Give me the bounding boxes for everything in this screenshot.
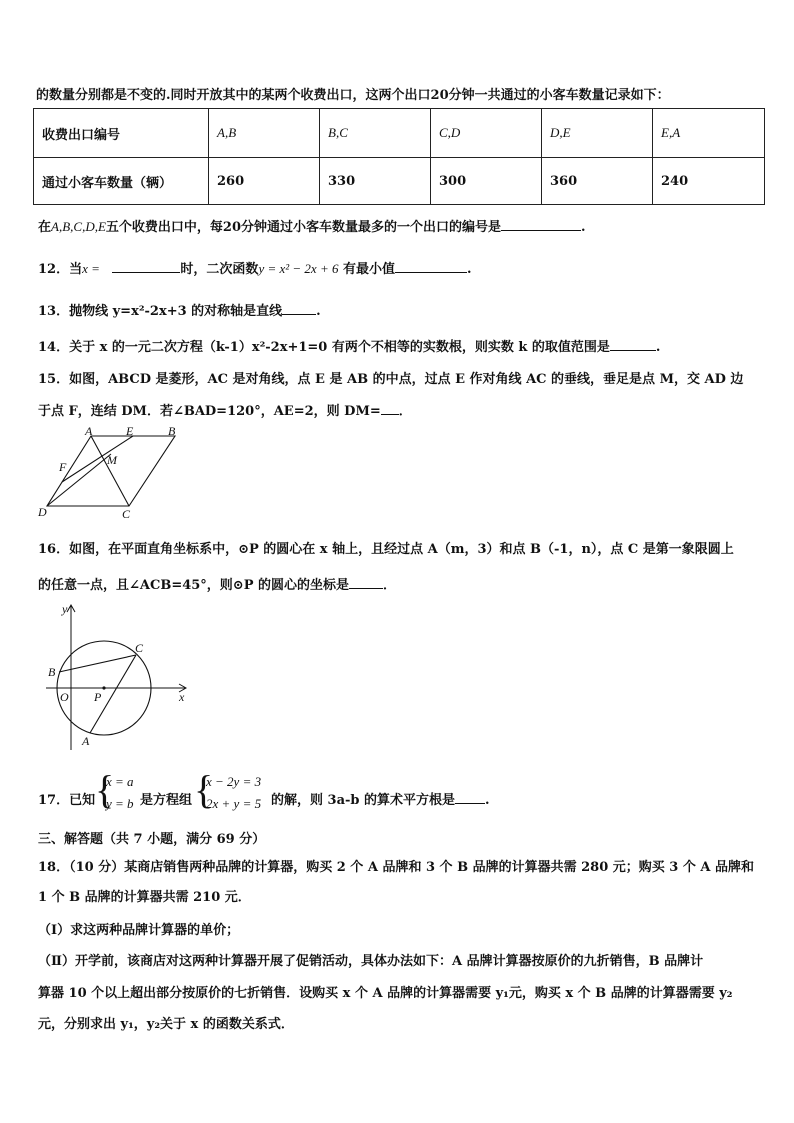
q18-part1: （Ⅰ）求这两种品牌计算器的单价； bbox=[38, 923, 240, 938]
table-cell-code: B,C bbox=[320, 109, 431, 158]
table-row bbox=[34, 109, 765, 158]
q11-prefix: 在 bbox=[38, 220, 52, 235]
q14-text: 14．关于 x 的一元二次方程（k-1）x²-2x+1=0 有两个不相等的实数根，则实数 k 的取值范围是 bbox=[38, 340, 610, 355]
q18-line5: 元，分别求出 y₁，y₂关于 x 的函数关系式． bbox=[38, 1017, 294, 1032]
answer-blank bbox=[349, 576, 383, 589]
question-14 bbox=[38, 336, 660, 355]
q12-var: x = bbox=[82, 261, 100, 276]
segment-dm bbox=[47, 454, 111, 506]
table-cell-count: 360 bbox=[542, 158, 653, 205]
q12-num: 12．当 bbox=[38, 262, 83, 277]
sys2-eq-a: x − 2y = 3 bbox=[206, 774, 262, 789]
table-cell-code: E,A bbox=[653, 109, 765, 158]
label-f: F bbox=[59, 460, 67, 474]
table-row-label: 通过小客车数量（辆） bbox=[34, 158, 209, 205]
q11-text: 五个收费出口中，每20分钟通过小客车数量最多的一个出口的编号是 bbox=[105, 220, 501, 235]
q11-letters: A,B,C,D,E bbox=[51, 219, 106, 234]
toll-exit-table bbox=[33, 108, 765, 205]
q18-line4: 算器 10 个以上超出部分按原价的七折销售．设购买 x 个 A 品牌的计算器需要 y₁元，购买 x 个 B 品牌的计算器需要 y₂ bbox=[38, 986, 733, 1001]
table-header-label: 收费出口编号 bbox=[34, 109, 209, 158]
table-cell-code: D,E bbox=[542, 109, 653, 158]
label-a: A bbox=[82, 734, 90, 748]
center-point bbox=[102, 686, 105, 689]
q16-text: 的任意一点，且∠ACB=45°，则⊙P 的圆心的坐标是 bbox=[38, 578, 349, 593]
table-cell-count: 330 bbox=[320, 158, 431, 205]
label-c: C bbox=[135, 641, 144, 655]
brace-left-1: { bbox=[95, 767, 115, 812]
answer-blank bbox=[395, 260, 467, 273]
question-12 bbox=[38, 258, 472, 277]
q11-tail bbox=[38, 216, 586, 235]
label-y: y bbox=[62, 602, 68, 616]
table-cell-count: 300 bbox=[431, 158, 542, 205]
q17-prefix: 17．已知 bbox=[38, 793, 96, 808]
q14-end: . bbox=[655, 340, 661, 355]
sys1-eq-b: y = b bbox=[106, 796, 134, 811]
diagonal-ac bbox=[91, 436, 129, 506]
q15-end: ． bbox=[398, 404, 412, 419]
label-p: P bbox=[94, 690, 102, 704]
table-cell-count: 260 bbox=[209, 158, 320, 205]
q17-end: . bbox=[485, 793, 490, 808]
answer-blank bbox=[610, 338, 656, 351]
label-x: x bbox=[179, 690, 185, 704]
circle-coordinate-figure bbox=[36, 600, 192, 756]
q13-text: 13．抛物线 y=x²-2x+3 的对称轴是直线 bbox=[38, 304, 283, 319]
q15-text: 于点 F，连结 DM．若∠BAD=120°，AE=2，则 DM= bbox=[38, 404, 381, 419]
q16-line1: 16．如图，在平面直角坐标系中，⊙P 的圆心在 x 轴上，且经过点 A（m，3）和点 B（-1，n），点 C 是第一象限圆上 bbox=[38, 542, 734, 557]
segment-ef bbox=[62, 436, 133, 482]
q18-line2: 1 个 B 品牌的计算器共需 210 元． bbox=[38, 890, 251, 905]
q15-line2 bbox=[38, 400, 412, 419]
label-o: O bbox=[60, 690, 69, 704]
brace-left-2: { bbox=[194, 767, 214, 812]
q17-text: 的解，则 3a-b 的算术平方根是 bbox=[271, 793, 456, 808]
q17-mid: 是方程组 bbox=[140, 793, 193, 808]
answer-blank bbox=[501, 218, 581, 231]
q16-line2 bbox=[38, 574, 396, 593]
sys1-eq-a: x = a bbox=[106, 774, 134, 789]
label-c: C bbox=[122, 507, 131, 521]
q13-end: . bbox=[316, 304, 321, 319]
answer-blank bbox=[282, 302, 316, 315]
section-heading: 三、解答题（共 7 小题，满分 69 分） bbox=[38, 832, 266, 847]
label-m: M bbox=[107, 453, 117, 467]
label-a: A bbox=[85, 424, 93, 438]
sys2-eq-b: 2x + y = 5 bbox=[206, 796, 262, 811]
q17-tail bbox=[271, 789, 490, 808]
table-cell-code: C,D bbox=[431, 109, 542, 158]
q12-end: . bbox=[467, 262, 472, 277]
table-row bbox=[34, 158, 765, 205]
answer-blank bbox=[381, 402, 399, 415]
intro-line: 的数量分别都是不变的.同时开放其中的某两个收费出口，这两个出口20分钟一共通过的小客车数量记录如下： bbox=[36, 88, 670, 103]
q15-line1: 15．如图，ABCD 是菱形，AC 是对角线，点 E 是 AB 的中点，过点 E 作对角线 AC 的垂线，垂足是点 M，交 AD 边 bbox=[38, 372, 744, 387]
answer-blank bbox=[112, 260, 180, 273]
q18-line1: 18．（10 分）某商店销售两种品牌的计算器，购买 2 个 A 品牌和 3 个 B 品牌的计算器共需 280 元；购买 3 个 A 品牌和 bbox=[38, 860, 755, 875]
q12-formula: y = x² − 2x + 6 bbox=[258, 261, 339, 276]
q12-mid: 时，二次函数 bbox=[180, 262, 259, 277]
q18-line3: （Ⅱ）开学前，该商店对这两种计算器开展了促销活动，具体办法如下：A 品牌计算器按原价的九折销售，B 品牌计 bbox=[38, 954, 704, 969]
label-e: E bbox=[126, 424, 134, 438]
q12-tail: 有最小值 bbox=[343, 262, 396, 277]
label-b: B bbox=[168, 424, 176, 438]
table-cell-code: A,B bbox=[209, 109, 320, 158]
label-d: D bbox=[38, 505, 47, 519]
label-b: B bbox=[48, 665, 56, 679]
rhombus-figure bbox=[34, 424, 188, 522]
answer-blank bbox=[455, 791, 485, 804]
q11-end: . bbox=[581, 220, 586, 235]
table-cell-count: 240 bbox=[653, 158, 765, 205]
question-13 bbox=[38, 300, 321, 319]
q16-end: ． bbox=[383, 578, 397, 593]
